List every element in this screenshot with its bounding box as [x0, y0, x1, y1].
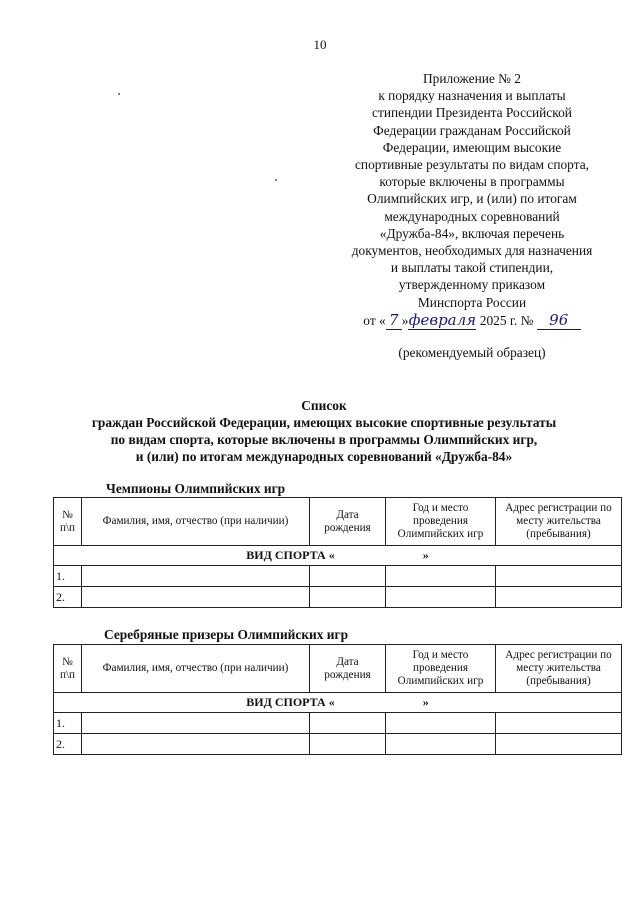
column-header-place: Год и место проведения Олимпийских игр	[386, 645, 496, 693]
column-header-address: Адрес регистрации по месту жительства (пребывания)	[496, 498, 622, 546]
cell-place[interactable]	[386, 587, 496, 608]
table-header-row	[54, 645, 622, 693]
sport-label: ВИД СПОРТА «	[246, 548, 335, 562]
table-row	[54, 587, 622, 608]
column-header-num: № п\п	[54, 498, 82, 546]
column-header-name: Фамилия, имя, отчество (при наличии)	[82, 645, 310, 693]
column-header-dob: Дата рождения	[310, 645, 386, 693]
title-line: по видам спорта, которые включены в программы Олимпийских игр,	[110, 432, 538, 447]
page-number: 10	[313, 37, 327, 52]
cell-name[interactable]	[82, 566, 310, 587]
annex-line: Федерации, имеющим высокие	[382, 139, 562, 155]
title-line: и (или) по итогам международных соревнований «Дружба-84»	[135, 449, 513, 464]
order-close-quote: »	[401, 312, 409, 328]
annex-line: Приложение № 2	[422, 71, 522, 86]
row-number: 1.	[54, 566, 82, 587]
sport-row	[54, 693, 622, 713]
section-title-champions: Чемпионы Олимпийских игр	[106, 481, 286, 496]
annex-line: к порядку назначения и выплаты	[378, 88, 566, 104]
scan-speck	[275, 179, 277, 181]
order-prefix: от «	[363, 312, 386, 328]
table-header-row	[54, 498, 622, 546]
column-header-dob: Дата рождения	[310, 498, 386, 546]
row-number: 2.	[54, 587, 82, 608]
annex-header	[330, 70, 614, 330]
order-day-handwritten: 7	[386, 312, 402, 330]
table-row	[54, 734, 622, 755]
sport-cell	[54, 546, 622, 566]
champions-table	[53, 497, 622, 608]
title-line: граждан Российской Федерации, имеющих высокие спортивные результаты	[91, 415, 557, 430]
cell-place[interactable]	[386, 566, 496, 587]
order-month-handwritten: февраля	[408, 310, 477, 329]
row-number: 2.	[54, 734, 82, 755]
cell-address[interactable]	[496, 734, 622, 755]
table-row	[54, 713, 622, 734]
cell-address[interactable]	[496, 587, 622, 608]
title-heading: Список	[301, 398, 347, 413]
silver-table	[53, 644, 622, 755]
cell-place[interactable]	[386, 713, 496, 734]
cell-place[interactable]	[386, 734, 496, 755]
recommended-sample-note: (рекомендуемый образец)	[398, 345, 546, 360]
cell-name[interactable]	[82, 713, 310, 734]
column-header-address: Адрес регистрации по месту жительства (пребывания)	[496, 645, 622, 693]
annex-line: которые включены в программы	[379, 174, 565, 190]
order-number-handwritten: 96	[537, 312, 581, 330]
annex-line: стипендии Президента Российской	[372, 105, 572, 121]
scan-speck	[118, 93, 120, 95]
annex-line: Федерации гражданам Российской	[373, 122, 571, 138]
cell-dob[interactable]	[310, 734, 386, 755]
order-date-line	[330, 312, 614, 330]
document-title	[40, 397, 608, 465]
sport-cell	[54, 693, 622, 713]
cell-dob[interactable]	[310, 587, 386, 608]
cell-address[interactable]	[496, 566, 622, 587]
column-header-num: № п\п	[54, 645, 82, 693]
annex-line: «Дружба-84», включая перечень	[379, 225, 565, 241]
annex-line: спортивные результаты по видам спорта,	[354, 157, 590, 173]
annex-line: Олимпийских игр, и (или) по итогам	[367, 191, 577, 207]
column-header-place: Год и место проведения Олимпийских игр	[386, 498, 496, 546]
annex-line: Минспорта России	[417, 294, 527, 310]
order-year: 2025 г. №	[476, 312, 537, 328]
annex-line: международных соревнований	[384, 208, 560, 224]
section-title-silver: Серебряные призеры Олимпийских игр	[104, 627, 349, 642]
cell-name[interactable]	[82, 587, 310, 608]
row-number: 1.	[54, 713, 82, 734]
column-header-name: Фамилия, имя, отчество (при наличии)	[82, 498, 310, 546]
annex-line: и выплаты такой стипендии,	[390, 260, 554, 276]
cell-name[interactable]	[82, 734, 310, 755]
sport-row	[54, 546, 622, 566]
annex-line: утвержденному приказом	[398, 277, 546, 293]
cell-dob[interactable]	[310, 566, 386, 587]
sport-close-quote: »	[422, 548, 429, 562]
cell-dob[interactable]	[310, 713, 386, 734]
sport-label: ВИД СПОРТА «	[246, 695, 335, 709]
sport-close-quote: »	[422, 695, 429, 709]
annex-line: документов, необходимых для назначения	[351, 243, 593, 259]
cell-address[interactable]	[496, 713, 622, 734]
table-row	[54, 566, 622, 587]
